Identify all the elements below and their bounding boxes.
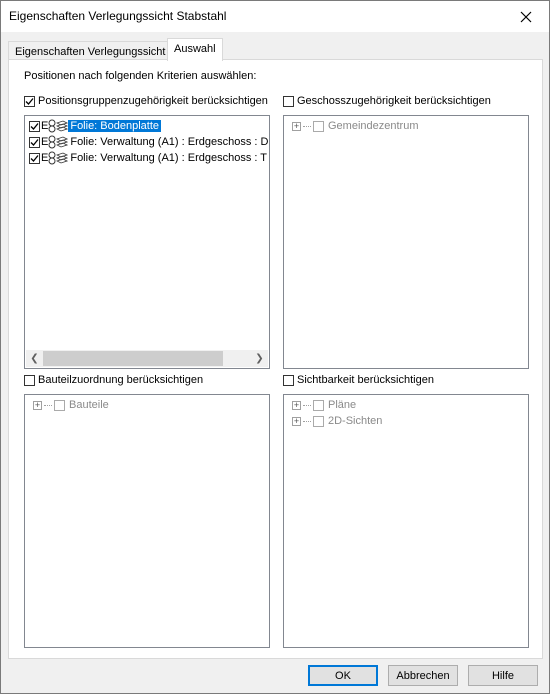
- expand-icon[interactable]: +: [293, 415, 300, 426]
- checkmark-icon: [30, 138, 39, 147]
- item-checkbox[interactable]: [54, 400, 65, 411]
- ok-button[interactable]: OK: [308, 665, 378, 686]
- floor-option[interactable]: [283, 95, 491, 107]
- visibility-checkbox[interactable]: [283, 375, 294, 386]
- checkmark-icon: [30, 154, 39, 163]
- item-label: 2D-Sichten: [328, 415, 383, 427]
- item-checkbox[interactable]: [29, 121, 40, 132]
- item-checkbox[interactable]: [313, 416, 324, 427]
- tree-line: [303, 405, 311, 406]
- item-checkbox[interactable]: [313, 121, 324, 132]
- visibility-tree[interactable]: [283, 394, 529, 648]
- expand-icon[interactable]: +: [293, 120, 300, 131]
- tree-line: [303, 421, 311, 422]
- floor-checkbox[interactable]: [283, 96, 294, 107]
- position-groups-checkbox[interactable]: [24, 96, 35, 107]
- scrollbar-thumb[interactable]: [43, 351, 223, 366]
- criteria-label: Positionen nach folgenden Kriterien auswählen:: [24, 70, 257, 82]
- item-label: Folie: Verwaltung (A1) : Erdgeschoss : T: [70, 152, 268, 164]
- item-checkbox[interactable]: [313, 400, 324, 411]
- checkmark-icon: [30, 122, 39, 131]
- position-groups-tree[interactable]: [24, 115, 270, 369]
- item-label: Pläne: [328, 399, 357, 411]
- tree-item[interactable]: [29, 118, 161, 134]
- item-prefix: E: [41, 152, 49, 164]
- expand-icon[interactable]: +: [293, 399, 300, 410]
- tree-item[interactable]: [29, 150, 267, 166]
- floor-tree[interactable]: [283, 115, 529, 369]
- close-button[interactable]: [503, 1, 549, 32]
- item-label: Folie: Verwaltung (A1) : Erdgeschoss : D: [70, 136, 269, 148]
- cancel-button[interactable]: Abbrechen: [388, 665, 458, 686]
- item-prefix: E: [41, 120, 49, 132]
- tree-item[interactable]: [29, 134, 268, 150]
- help-button[interactable]: Hilfe: [468, 665, 538, 686]
- item-label: Folie: Bodenplatte: [70, 120, 160, 132]
- layer-stack-icon: [48, 151, 68, 165]
- horizontal-scrollbar[interactable]: [26, 350, 268, 367]
- close-icon: [520, 11, 532, 23]
- tab-selection[interactable]: [167, 38, 223, 61]
- tab-panel: [8, 59, 543, 659]
- tree-line: [44, 405, 52, 406]
- expand-icon[interactable]: +: [34, 399, 41, 410]
- scroll-right-icon[interactable]: ❯: [255, 353, 264, 364]
- tab-properties-label: Eigenschaften Verlegungssicht: [15, 46, 166, 58]
- item-checkbox[interactable]: [29, 137, 40, 148]
- layer-stack-icon: [48, 135, 68, 149]
- layer-stack-icon: [48, 119, 68, 133]
- component-tree[interactable]: [24, 394, 270, 648]
- item-label: Bauteile: [69, 399, 109, 411]
- visibility-option[interactable]: [283, 374, 434, 386]
- position-groups-label: Positionsgruppenzugehörigkeit berücksichtigen: [38, 95, 268, 107]
- component-option[interactable]: [24, 374, 203, 386]
- position-groups-option[interactable]: [24, 95, 268, 107]
- tree-item[interactable]: [292, 118, 419, 134]
- window-title: Eigenschaften Verlegungssicht Stabstahl: [9, 9, 227, 23]
- visibility-label: Sichtbarkeit berücksichtigen: [297, 374, 434, 386]
- component-label: Bauteilzuordnung berücksichtigen: [38, 374, 204, 386]
- item-label: Gemeindezentrum: [328, 120, 419, 132]
- item-checkbox[interactable]: [29, 153, 40, 164]
- checkmark-icon: [25, 97, 34, 106]
- tree-item[interactable]: [292, 413, 382, 429]
- tab-selection-label: Auswahl: [174, 43, 216, 55]
- floor-label: Geschosszugehörigkeit berücksichtigen: [297, 95, 491, 107]
- tree-item[interactable]: [33, 397, 109, 413]
- scroll-left-icon[interactable]: ❮: [30, 353, 39, 364]
- tree-item[interactable]: [292, 397, 356, 413]
- title-bar: [1, 1, 549, 32]
- item-prefix: E: [41, 136, 49, 148]
- component-checkbox[interactable]: [24, 375, 35, 386]
- tree-line: [303, 126, 311, 127]
